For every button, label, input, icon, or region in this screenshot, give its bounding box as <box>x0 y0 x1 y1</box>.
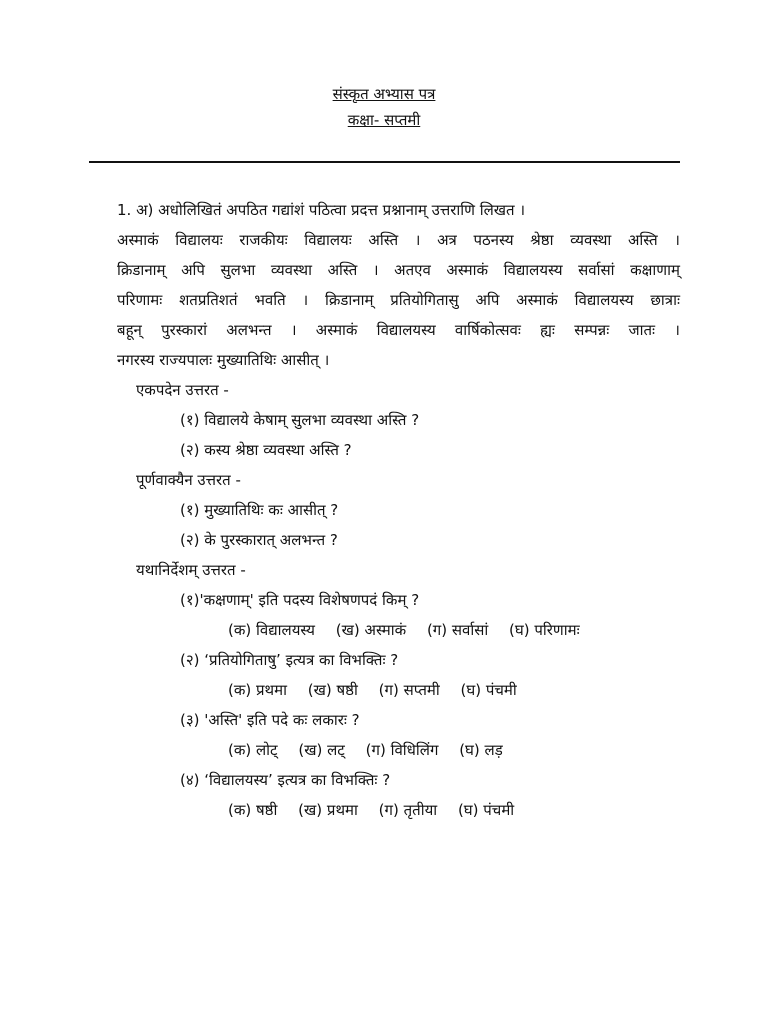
mcq-3-option-ga: (ग) विधिलिंग <box>365 741 439 759</box>
section-heading-ekapadena: एकपदेन उत्तरत - <box>136 381 229 399</box>
page-subtitle: कक्षा- सप्तमी <box>347 111 421 129</box>
ekapadena-question-2: (२) कस्य श्रेष्ठा व्यवस्था अस्ति ? <box>180 441 352 459</box>
mcq-2-option-ka: (क) प्रथमा <box>228 681 287 699</box>
question-number: 1. <box>117 201 132 219</box>
mcq-2-option-kha: (ख) षष्ठी <box>307 681 358 699</box>
mcq-3-option-gha: (घ) लड़ <box>459 741 503 759</box>
purnavakyena-question-1: (१) मुख्यातिथिः कः आसीत् ? <box>180 501 339 519</box>
passage-line-5: नगरस्य राज्यपालः मुख्यातिथिः आसीत् । <box>117 351 330 369</box>
mcq-options-4 <box>228 800 530 820</box>
passage-line-3: परिणामः शतप्रतिशतं भवति । क्रिडानाम् प्रतियोगितासु अपि अस्माकं विद्यालयस्य छात्राः <box>117 291 680 309</box>
question-instruction-line <box>117 200 525 220</box>
section-heading-purnavakyena: पूर्णवाक्यैन उत्तरत - <box>136 471 241 489</box>
passage-line-1: अस्माकं विद्यालयः राजकीयः विद्यालयः अस्ति । अत्र पठनस्य श्रेष्ठा व्यवस्था अस्ति । <box>117 231 680 249</box>
question-instruction: अ) अधोलिखितं अपठित गद्यांशं पठित्वा प्रदत्त प्रश्नानाम् उत्तराणि लिखत । <box>136 201 526 219</box>
mcq-question-2: (२) ‘प्रतियोगिताषु’ इत्यत्र का विभक्तिः ? <box>180 651 399 669</box>
purnavakyena-question-2: (२) के पुरस्कारात् अलभन्त ? <box>180 531 338 549</box>
mcq-1-option-gha: (घ) परिणामः <box>509 621 580 639</box>
mcq-question-4: (४) ‘विद्यालयस्य’ इत्यत्र का विभक्तिः ? <box>180 771 391 789</box>
section-heading-yathanirdesham: यथानिर्देशम् उत्तरत - <box>136 561 246 579</box>
mcq-question-3: (३) 'अस्ति' इति पदे कः लकारः ? <box>180 711 360 729</box>
page-title: संस्कृत अभ्यास पत्र <box>332 85 436 103</box>
mcq-1-option-ka: (क) विद्यालयस्य <box>228 621 315 639</box>
mcq-question-1: (१)'कक्षणाम्' इति पदस्य विशेषणपदं किम् ? <box>180 591 420 609</box>
mcq-3-option-ka: (क) लोट् <box>228 741 278 759</box>
mcq-4-option-ga: (ग) तृतीया <box>378 801 438 819</box>
mcq-2-option-gha: (घ) पंचमी <box>460 681 517 699</box>
mcq-3-option-kha: (ख) लट् <box>298 741 345 759</box>
mcq-options-2 <box>228 680 533 700</box>
mcq-4-option-kha: (ख) प्रथमा <box>298 801 358 819</box>
mcq-options-1 <box>228 620 596 640</box>
mcq-4-option-gha: (घ) पंचमी <box>457 801 515 819</box>
mcq-options-3 <box>228 740 519 760</box>
ekapadena-question-1: (१) विद्यालये केषाम् सुलभा व्यवस्था अस्ति ? <box>180 411 420 429</box>
passage-line-4: बहून् पुरस्कारां अलभन्त । अस्माकं विद्यालयस्य वार्षिकोत्सवः ह्यः सम्पन्नः जातः । <box>117 321 680 339</box>
mcq-4-option-ka: (क) षष्ठी <box>228 801 278 819</box>
header-divider <box>89 161 680 163</box>
passage-line-2: क्रिडानाम् अपि सुलभा व्यवस्था अस्ति । अतएव अस्माकं विद्यालयस्य सर्वासां कक्षाणाम् <box>117 261 680 279</box>
mcq-1-option-ga: (ग) सर्वासां <box>426 621 489 639</box>
mcq-2-option-ga: (ग) सप्तमी <box>378 681 440 699</box>
mcq-1-option-kha: (ख) अस्माकं <box>335 621 407 639</box>
